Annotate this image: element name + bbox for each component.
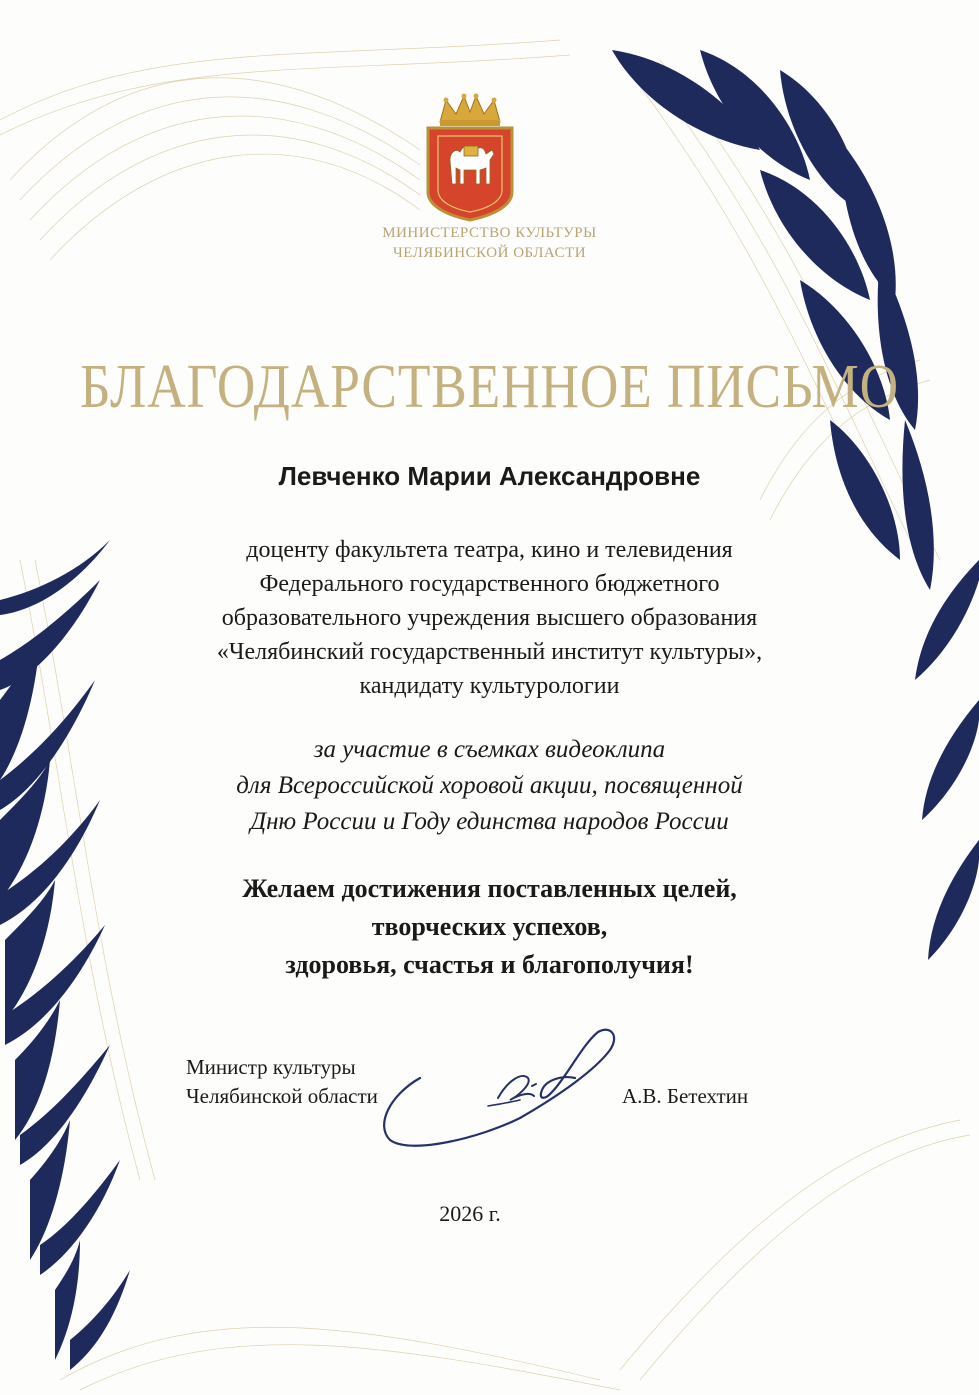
wheat-decoration-top-right (612, 50, 934, 590)
position-line: доценту факультета театра, кино и телевидения (246, 537, 733, 563)
shield-icon (428, 128, 512, 220)
ministry-name-line1: МИНИСТЕРСТВО КУЛЬТУРЫ (382, 225, 597, 241)
document-title: БЛАГОДАРСТВЕННОЕ ПИСЬМО (80, 353, 899, 421)
handwritten-signature-icon (370, 1020, 640, 1155)
position-line: Федерального государственного бюджетного (259, 571, 720, 597)
wish-line: творческих успехов, (371, 912, 608, 941)
coat-of-arms-emblem (420, 92, 520, 222)
signatory-name: А.В. Бетехтин (622, 1084, 749, 1108)
position-line: кандидату культурологии (359, 673, 620, 699)
reason-line: Дню России и Году единства народов России (250, 808, 729, 835)
wish-line: Желаем достижения поставленных целей, (242, 874, 737, 903)
reason-line: за участие в съемках видеоклипа (313, 736, 666, 763)
signatory-title-line1: Министр культуры (186, 1055, 356, 1079)
signatory-title-line2: Челябинской области (186, 1084, 378, 1108)
wish-line: здоровья, счастья и благополучия! (285, 950, 694, 979)
document-year: 2026 г. (439, 1201, 501, 1226)
recipient-name: Левченко Марии Александровне (278, 461, 701, 491)
ministry-name-line2: ЧЕЛЯБИНСКОЙ ОБЛАСТИ (392, 245, 587, 261)
position-line: «Челябинский государственный институт культуры», (216, 639, 763, 665)
crown-icon (440, 94, 500, 127)
reason-line: для Всероссийской хоровой акции, посвященной (236, 772, 743, 799)
position-line: образовательного учреждения высшего образования (221, 605, 758, 631)
